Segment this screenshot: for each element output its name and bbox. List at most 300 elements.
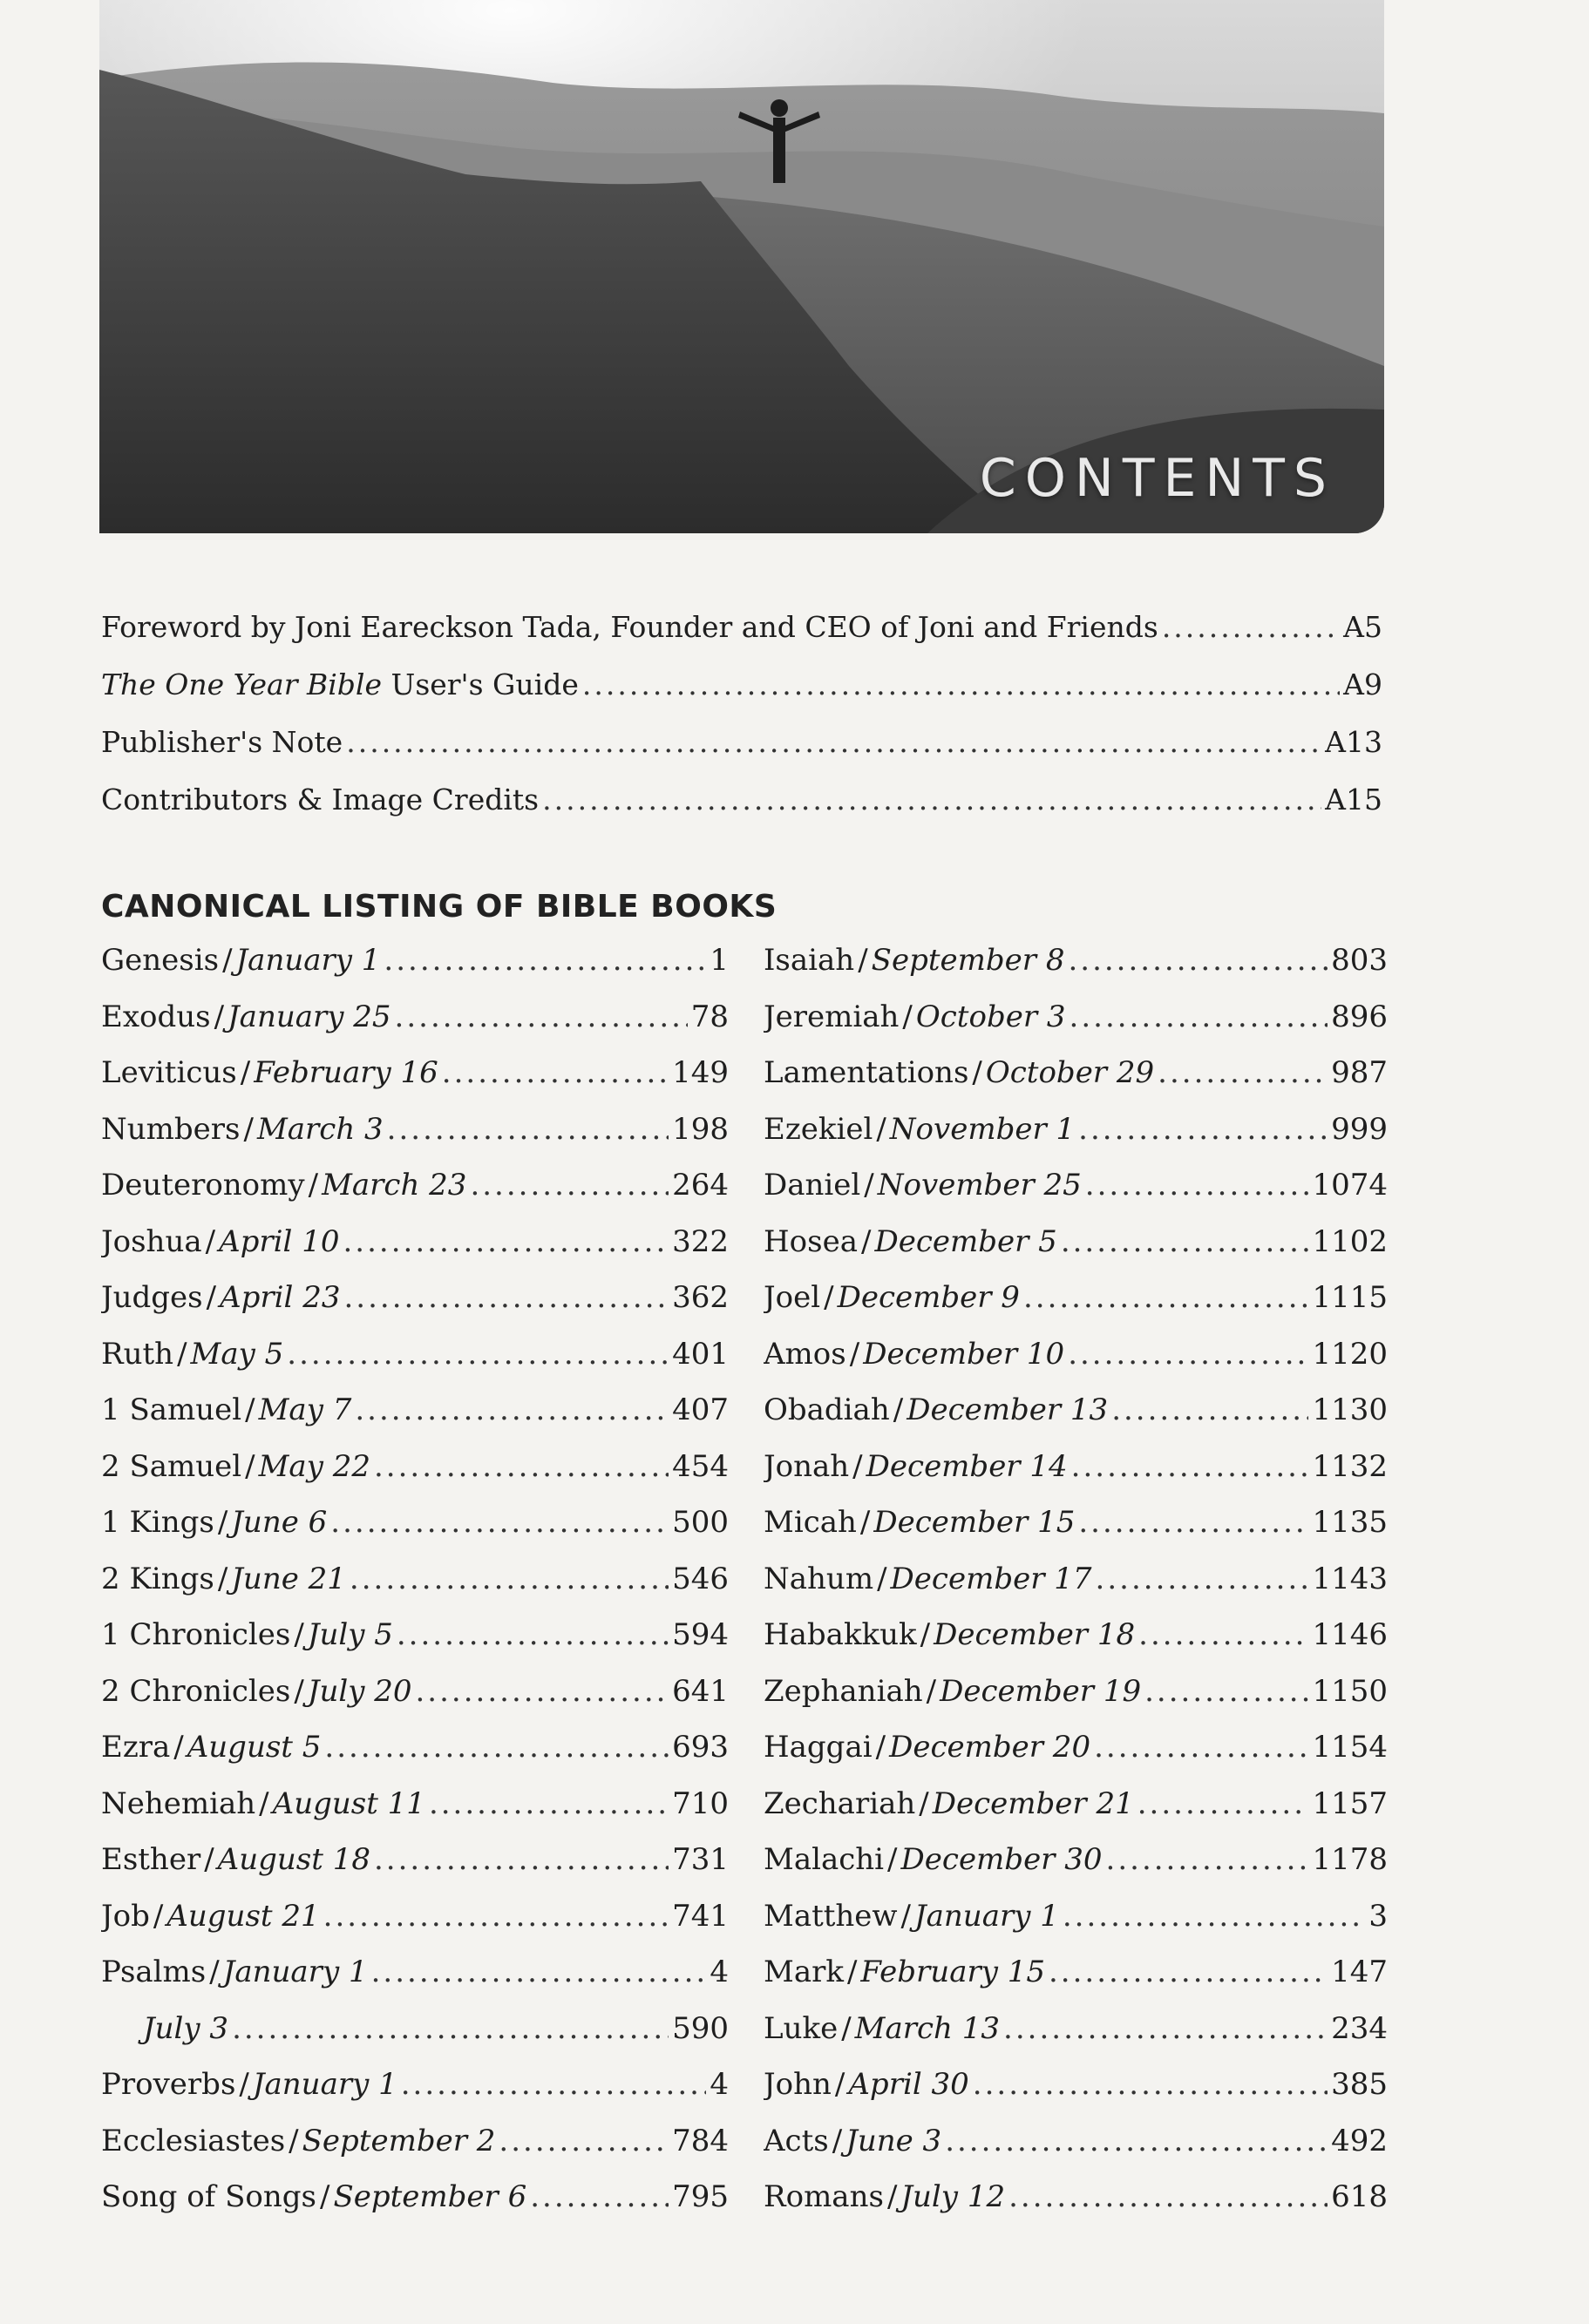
leader-dots (350, 1562, 669, 1596)
book-entry[interactable] (764, 1224, 1388, 1281)
page-number: 4 (710, 1955, 729, 1989)
book-label (764, 1337, 1064, 1372)
book-label (101, 1955, 368, 1989)
leader-dots (1111, 1392, 1308, 1427)
reading-date: March 3 (256, 1111, 384, 1147)
book-name: Nehemiah (101, 1785, 256, 1821)
separator: / (875, 1730, 886, 1765)
book-entry[interactable] (101, 1617, 729, 1674)
page-number: 1115 (1312, 1280, 1388, 1315)
page-number: 987 (1331, 1055, 1388, 1090)
book-entry[interactable] (101, 2011, 729, 2068)
front-matter-list (101, 610, 1382, 840)
page-number: 741 (672, 1898, 729, 1934)
separator: / (893, 1392, 904, 1427)
reading-date: January 25 (227, 999, 391, 1034)
page-number: 492 (1331, 2123, 1388, 2158)
separator: / (834, 2067, 845, 2102)
book-entry[interactable] (764, 1730, 1388, 1786)
separator: / (173, 1730, 184, 1765)
separator: / (920, 1617, 931, 1652)
separator: / (177, 1336, 187, 1372)
leader-dots (343, 1224, 669, 1259)
book-name: Jeremiah (764, 999, 900, 1034)
book-name: Judges (101, 1280, 203, 1315)
leader-dots (387, 1112, 669, 1147)
page-number: 731 (672, 1842, 729, 1877)
leader-dots (323, 1899, 669, 1934)
leader-dots (1049, 1955, 1328, 1989)
book-name: Luke (764, 2010, 839, 2046)
book-entry[interactable] (101, 1786, 729, 1843)
reading-date: August 11 (272, 1785, 425, 1821)
separator: / (876, 1111, 886, 1147)
book-name: Zechariah (764, 1785, 916, 1821)
page-number: 795 (672, 2179, 729, 2214)
page-number: 641 (672, 1673, 729, 1709)
reading-date: October 29 (985, 1055, 1155, 1090)
book-name: 1 Kings (101, 1505, 214, 1540)
leader-dots (1085, 1168, 1309, 1203)
book-label (764, 1562, 1092, 1596)
separator: / (887, 1842, 898, 1877)
book-entry[interactable] (764, 1674, 1388, 1731)
leader-dots (1094, 1730, 1308, 1765)
book-name: Obadiah (764, 1392, 890, 1427)
book-entry[interactable] (101, 1505, 729, 1562)
book-name: Isaiah (764, 943, 855, 978)
reading-date: November 25 (877, 1168, 1082, 1203)
leader-dots (1063, 1899, 1365, 1934)
reading-date: December 14 (866, 1448, 1068, 1484)
book-label (101, 999, 391, 1034)
reading-date: July 5 (307, 1617, 393, 1652)
book-entry[interactable] (764, 1337, 1388, 1393)
reading-date: May 7 (258, 1392, 352, 1427)
book-name: Job (101, 1898, 150, 1934)
leader-dots (1158, 1055, 1328, 1090)
book-entry[interactable] (764, 2124, 1388, 2180)
separator: / (240, 1055, 251, 1090)
page-number: 1154 (1312, 1730, 1388, 1765)
book-name: Psalms (101, 1955, 207, 1989)
book-label (101, 1055, 438, 1090)
separator: / (858, 943, 868, 978)
separator: / (832, 2123, 843, 2158)
leader-dots (355, 1392, 669, 1427)
book-entry[interactable] (764, 2011, 1388, 2068)
page-number: 78 (690, 999, 729, 1034)
leader-dots (287, 1337, 669, 1372)
book-entry[interactable] (764, 1280, 1388, 1337)
separator: / (205, 1223, 216, 1259)
separator: / (217, 1505, 228, 1540)
separator: / (824, 1280, 834, 1315)
separator: / (849, 1336, 860, 1372)
leader-dots (1162, 610, 1340, 644)
book-entry[interactable] (764, 1842, 1388, 1899)
entry-page: A5 (1343, 610, 1382, 644)
book-entry[interactable] (101, 2179, 729, 2236)
book-label (764, 999, 1066, 1034)
book-entry[interactable] (101, 1337, 729, 1393)
book-label (101, 1842, 370, 1877)
entry-page: A15 (1325, 783, 1382, 816)
page-number: 198 (672, 1111, 729, 1147)
header-photo (99, 0, 1384, 533)
reading-date: June 3 (845, 2123, 942, 2158)
book-label (764, 1224, 1057, 1259)
reading-date: December 15 (873, 1505, 1076, 1540)
book-entry[interactable] (101, 1168, 729, 1224)
book-entry[interactable] (101, 1674, 729, 1731)
book-label (101, 1280, 341, 1315)
book-label (764, 1055, 1154, 1090)
book-name: Numbers (101, 1111, 241, 1147)
separator: / (926, 1673, 937, 1709)
book-label (101, 1337, 283, 1372)
separator: / (204, 1842, 214, 1877)
reading-date: July 12 (900, 2179, 1006, 2214)
book-label (101, 1674, 412, 1709)
book-name: Daniel (764, 1168, 861, 1203)
reading-date: July 20 (307, 1673, 412, 1709)
page-number: 999 (1331, 1111, 1388, 1147)
book-name: Micah (764, 1505, 857, 1540)
leader-dots (232, 2011, 669, 2046)
separator: / (245, 1448, 255, 1484)
separator: / (243, 1111, 254, 1147)
book-label (764, 2124, 941, 2158)
reading-date: January 1 (914, 1898, 1059, 1934)
book-name: Nahum (764, 1561, 874, 1596)
book-name: Hosea (764, 1223, 858, 1259)
book-label (764, 1617, 1135, 1652)
page-number: 1 (710, 943, 729, 978)
separator: / (852, 1448, 863, 1484)
separator: / (294, 1617, 304, 1652)
separator: / (860, 1223, 872, 1259)
page-number: 1178 (1312, 1842, 1388, 1877)
separator: / (289, 2123, 299, 2158)
book-name: Song of Songs (101, 2179, 316, 2214)
leader-dots (530, 2179, 669, 2214)
separator: / (206, 1280, 217, 1315)
page-number: 385 (1331, 2067, 1388, 2102)
separator: / (902, 999, 913, 1034)
page-number: 147 (1331, 1955, 1388, 1989)
reading-date: July 3 (143, 2010, 229, 2046)
book-entry[interactable] (101, 1112, 729, 1169)
book-label (101, 1786, 425, 1821)
book-entry[interactable] (101, 943, 729, 999)
leader-dots (1003, 2011, 1328, 2046)
separator: / (217, 1561, 228, 1596)
page-number: 1132 (1312, 1448, 1388, 1484)
leader-dots (346, 725, 1321, 759)
book-name: Ruth (101, 1336, 174, 1372)
book-label (764, 943, 1064, 978)
page-number: 149 (672, 1055, 729, 1090)
reading-date: December 20 (889, 1730, 1091, 1765)
leader-dots (945, 2124, 1328, 2158)
book-label (764, 1730, 1090, 1765)
book-name: Haggai (764, 1730, 873, 1765)
separator: / (919, 1785, 929, 1821)
page-number: 264 (672, 1168, 729, 1203)
book-entry[interactable] (101, 2067, 729, 2124)
book-name: 2 Kings (101, 1561, 214, 1596)
page-number: 1130 (1312, 1392, 1388, 1427)
book-name: Romans (764, 2179, 884, 2214)
leader-dots (1078, 1112, 1328, 1147)
reading-date: April 23 (220, 1280, 341, 1315)
page-number: 454 (672, 1448, 729, 1484)
book-name: 1 Chronicles (101, 1617, 291, 1652)
page-number: 546 (672, 1561, 729, 1596)
book-label (764, 1168, 1082, 1203)
book-label (764, 1392, 1108, 1427)
reading-date: August 21 (166, 1898, 320, 1934)
book-entry[interactable] (764, 943, 1388, 999)
page-number: 896 (1331, 999, 1388, 1034)
entry-page: A13 (1325, 725, 1382, 759)
book-label (101, 943, 380, 978)
reading-date: August 5 (187, 1730, 322, 1765)
leader-dots (542, 783, 1321, 816)
reading-date: December 17 (890, 1561, 1092, 1596)
leader-dots (499, 2124, 669, 2158)
page-title: CONTENTS (979, 448, 1335, 509)
book-label (101, 1224, 339, 1259)
book-name: Joshua (101, 1223, 202, 1259)
reading-date: August 18 (217, 1842, 370, 1877)
entry-label: Contributors & Image Credits (101, 783, 540, 816)
book-label (764, 1955, 1045, 1989)
book-label (101, 1730, 321, 1765)
book-entry[interactable] (101, 1562, 729, 1618)
book-entry[interactable] (101, 1842, 729, 1899)
book-entry[interactable] (101, 1899, 729, 1955)
book-entry[interactable] (101, 2124, 729, 2180)
book-name: Habakkuk (764, 1617, 917, 1652)
reading-date: April 30 (848, 2067, 969, 2102)
book-name: Matthew (764, 1898, 898, 1934)
book-entry[interactable] (101, 1449, 729, 1506)
book-name: 1 Samuel (101, 1392, 242, 1427)
book-entry[interactable] (101, 1392, 729, 1449)
book-entry[interactable] (764, 2067, 1388, 2124)
reading-date: March 23 (322, 1168, 467, 1203)
page-number: 362 (672, 1280, 729, 1315)
book-name: Ecclesiastes (101, 2123, 286, 2158)
reading-date: December 9 (837, 1280, 1020, 1315)
page-number: 693 (672, 1730, 729, 1765)
reading-date: December 18 (934, 1617, 1136, 1652)
page-number: 3 (1368, 1898, 1388, 1934)
book-label (764, 2011, 1000, 2046)
reading-date: December 10 (863, 1336, 1065, 1372)
book-entry[interactable] (101, 1280, 729, 1337)
separator: / (877, 1561, 887, 1596)
book-label (764, 1899, 1059, 1934)
book-name: Genesis (101, 943, 220, 978)
book-label (764, 1112, 1075, 1147)
book-entry[interactable] (101, 1055, 729, 1112)
book-name: Ezekiel (764, 1111, 873, 1147)
leader-dots (416, 1674, 669, 1709)
toc-entry-contributors[interactable] (101, 783, 1382, 840)
reading-date: September 2 (302, 2123, 496, 2158)
leader-dots (1096, 1562, 1309, 1596)
separator: / (308, 1168, 319, 1203)
page-number: 407 (672, 1392, 729, 1427)
page-number: 500 (672, 1505, 729, 1540)
entry-label: The One Year Bible User's Guide (101, 667, 579, 701)
separator: / (245, 1392, 255, 1427)
book-entry[interactable] (764, 1955, 1388, 2011)
book-label (764, 1280, 1020, 1315)
book-entry[interactable] (764, 1562, 1388, 1618)
bible-books-left-column (101, 943, 729, 2236)
book-entry[interactable] (764, 1786, 1388, 1843)
book-name: Ezra (101, 1730, 171, 1765)
reading-date: September 8 (871, 943, 1065, 978)
leader-dots (1061, 1224, 1309, 1259)
separator: / (972, 1055, 982, 1090)
book-entry[interactable] (764, 1899, 1388, 1955)
separator: / (841, 2010, 852, 2046)
page-number: 803 (1331, 943, 1388, 978)
page-number: 1074 (1312, 1168, 1388, 1203)
book-name: Exodus (101, 999, 211, 1034)
reading-date: December 30 (900, 1842, 1103, 1877)
book-label (764, 2179, 1005, 2214)
book-name: Deuteronomy (101, 1168, 305, 1203)
page-number: 401 (672, 1336, 729, 1372)
book-name: 2 Chronicles (101, 1673, 291, 1709)
reading-date: March 13 (854, 2010, 1001, 2046)
separator: / (209, 1955, 220, 1989)
leader-dots (374, 1842, 669, 1877)
book-entry[interactable] (764, 999, 1388, 1056)
leader-dots (973, 2067, 1328, 2102)
book-name: Amos (764, 1336, 846, 1372)
separator: / (900, 1898, 911, 1934)
book-label (101, 1449, 370, 1484)
book-name: Jonah (764, 1448, 850, 1484)
book-entry[interactable] (101, 1730, 729, 1786)
page-number: 710 (672, 1785, 729, 1821)
book-name: Acts (764, 2123, 829, 2158)
leader-dots (395, 999, 688, 1034)
page-number: 1150 (1312, 1673, 1388, 1709)
book-name: John (764, 2067, 832, 2102)
book-label (764, 1786, 1134, 1821)
book-name: Mark (764, 1955, 844, 1989)
book-name: Esther (101, 1842, 201, 1877)
book-entry[interactable] (764, 1055, 1388, 1112)
entry-label: Publisher's Note (101, 725, 343, 759)
book-label (101, 1392, 351, 1427)
book-label (764, 1449, 1068, 1484)
book-entry[interactable] (101, 999, 729, 1056)
book-entry[interactable] (764, 1505, 1388, 1562)
separator: / (846, 1955, 858, 1989)
leader-dots (401, 2067, 707, 2102)
book-name: Leviticus (101, 1055, 237, 1090)
leader-dots (1106, 1842, 1309, 1877)
reading-date: April 10 (219, 1223, 340, 1259)
separator: / (886, 2179, 898, 2214)
book-entry[interactable] (101, 1224, 729, 1281)
book-label (101, 1562, 346, 1596)
reading-date: May 22 (258, 1448, 370, 1484)
book-entry[interactable] (764, 1617, 1388, 1674)
separator: / (222, 943, 233, 978)
reading-date: December 13 (907, 1392, 1109, 1427)
leader-dots (582, 667, 1340, 701)
leader-dots (429, 1786, 669, 1821)
leader-dots (1068, 943, 1328, 978)
separator: / (214, 999, 225, 1034)
book-entry[interactable] (764, 2179, 1388, 2236)
toc-entry-foreword[interactable] (101, 610, 1382, 667)
book-label (101, 2179, 526, 2214)
leader-dots (1144, 1674, 1308, 1709)
reading-date: September 6 (333, 2179, 527, 2214)
leader-dots (371, 1955, 707, 1989)
page-number: 234 (1331, 2010, 1388, 2046)
book-label (101, 1112, 384, 1147)
toc-entry-publishers-note[interactable] (101, 725, 1382, 783)
book-label (101, 1617, 393, 1652)
page-number: 594 (672, 1617, 729, 1652)
reading-date: January 1 (222, 1955, 368, 1989)
reading-date: June 6 (231, 1505, 328, 1540)
reading-date: February 16 (254, 1055, 438, 1090)
book-entry[interactable] (101, 1955, 729, 2011)
book-label (101, 2011, 228, 2046)
book-name: Lamentations (764, 1055, 969, 1090)
separator: / (319, 2179, 330, 2214)
book-entry[interactable] (764, 1392, 1388, 1449)
page-number: 784 (672, 2123, 729, 2158)
reading-date: October 3 (915, 999, 1066, 1034)
page-number: 1143 (1312, 1561, 1388, 1596)
bible-books-right-column (764, 943, 1388, 2236)
entry-label: Foreword by Joni Eareckson Tada, Founder and CEO of Joni and Friends (101, 610, 1158, 644)
leader-dots (1023, 1280, 1309, 1315)
leader-dots (1138, 1617, 1308, 1652)
separator: / (864, 1168, 874, 1203)
leader-dots (1068, 1337, 1308, 1372)
book-entry[interactable] (764, 1168, 1388, 1224)
page-number: 1102 (1312, 1223, 1388, 1259)
reading-date: June 21 (231, 1561, 346, 1596)
page-number: 1146 (1312, 1617, 1388, 1652)
book-name: 2 Samuel (101, 1448, 242, 1484)
page-number: 590 (672, 2010, 729, 2046)
leader-dots (1137, 1786, 1309, 1821)
book-entry[interactable] (764, 1449, 1388, 1506)
book-entry[interactable] (764, 1112, 1388, 1169)
book-name: Zephaniah (764, 1673, 923, 1709)
toc-entry-users-guide[interactable] (101, 667, 1382, 725)
separator: / (859, 1505, 871, 1540)
book-label (101, 2067, 397, 2102)
leader-dots (397, 1617, 669, 1652)
